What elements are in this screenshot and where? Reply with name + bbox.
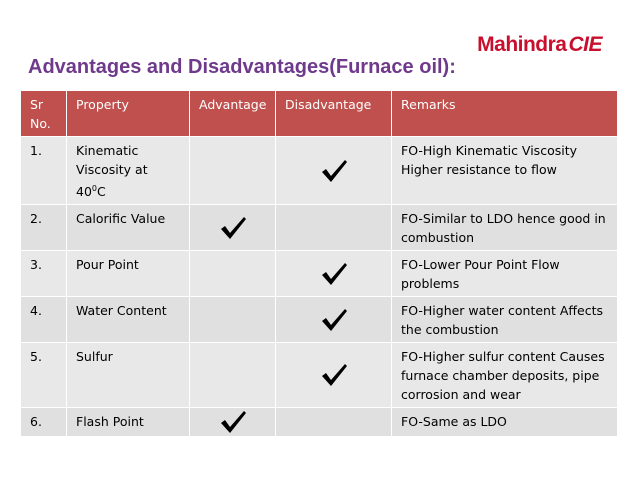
page-title: Advantages and Disadvantages(Furnace oil): [28, 56, 456, 78]
property-superscript: 0 [91, 184, 97, 193]
cell-remarks: FO-Higher sulfur content Causes furnace chamber deposits, pipe corrosion and wear [392, 343, 618, 408]
cell-property [67, 205, 190, 251]
cell-property [67, 251, 190, 297]
header-disadvantage: Disadvantage [276, 91, 392, 137]
cell-sr-no: 4. [21, 297, 67, 343]
cell-advantage [190, 408, 276, 437]
checkmark-icon [319, 311, 349, 326]
cell-property [67, 297, 190, 343]
cell-advantage [190, 205, 276, 251]
cell-sr-no: 2. [21, 205, 67, 251]
cell-property [67, 408, 190, 437]
table-row [21, 297, 618, 343]
property-unit: C [97, 184, 106, 200]
cell-remarks: FO-High Kinematic Viscosity Higher resistance to flow [392, 137, 618, 205]
table-row [21, 205, 618, 251]
cell-remarks: FO-Lower Pour Point Flow problems [392, 251, 618, 297]
cell-disadvantage [276, 343, 392, 408]
table-row [21, 408, 618, 437]
cell-disadvantage [276, 205, 392, 251]
checkmark-icon [319, 265, 349, 280]
cell-advantage [190, 343, 276, 408]
table-row [21, 343, 618, 408]
cell-disadvantage [276, 408, 392, 437]
cell-sr-no: 5. [21, 343, 67, 408]
cell-remarks: FO-Similar to LDO hence good in combustion [392, 205, 618, 251]
cell-advantage [190, 137, 276, 205]
checkmark-icon [218, 414, 248, 429]
checkmark-icon [218, 219, 248, 234]
cell-advantage [190, 251, 276, 297]
property-text: Water Content [76, 303, 167, 319]
cell-property [67, 343, 190, 408]
logo-mahindra: Mahindra [477, 33, 567, 56]
property-text: Kinematic Viscosity at 40 [76, 143, 148, 200]
property-text: Sulfur [76, 349, 113, 365]
cell-sr-no: 3. [21, 251, 67, 297]
cell-disadvantage [276, 137, 392, 205]
comparison-table [20, 90, 618, 437]
header-sr-no: Sr No. [21, 91, 67, 137]
logo-cie: CIE [568, 33, 602, 56]
header-remarks: Remarks [392, 91, 618, 137]
checkmark-icon [319, 367, 349, 382]
cell-sr-no: 1. [21, 137, 67, 205]
table-header-row [21, 91, 618, 137]
property-text: Flash Point [76, 414, 144, 430]
cell-sr-no: 6. [21, 408, 67, 437]
cell-advantage [190, 297, 276, 343]
table-row [21, 137, 618, 205]
header-property: Property [67, 91, 190, 137]
cell-disadvantage [276, 251, 392, 297]
table-row [21, 251, 618, 297]
property-text: Pour Point [76, 257, 139, 273]
header-advantage: Advantage [190, 91, 276, 137]
cell-property [67, 137, 190, 205]
brand-logo [477, 33, 602, 57]
checkmark-icon [319, 162, 349, 177]
property-text: Calorific Value [76, 211, 166, 227]
cell-disadvantage [276, 297, 392, 343]
cell-remarks: FO-Same as LDO [392, 408, 618, 437]
cell-remarks: FO-Higher water content Affects the combustion [392, 297, 618, 343]
